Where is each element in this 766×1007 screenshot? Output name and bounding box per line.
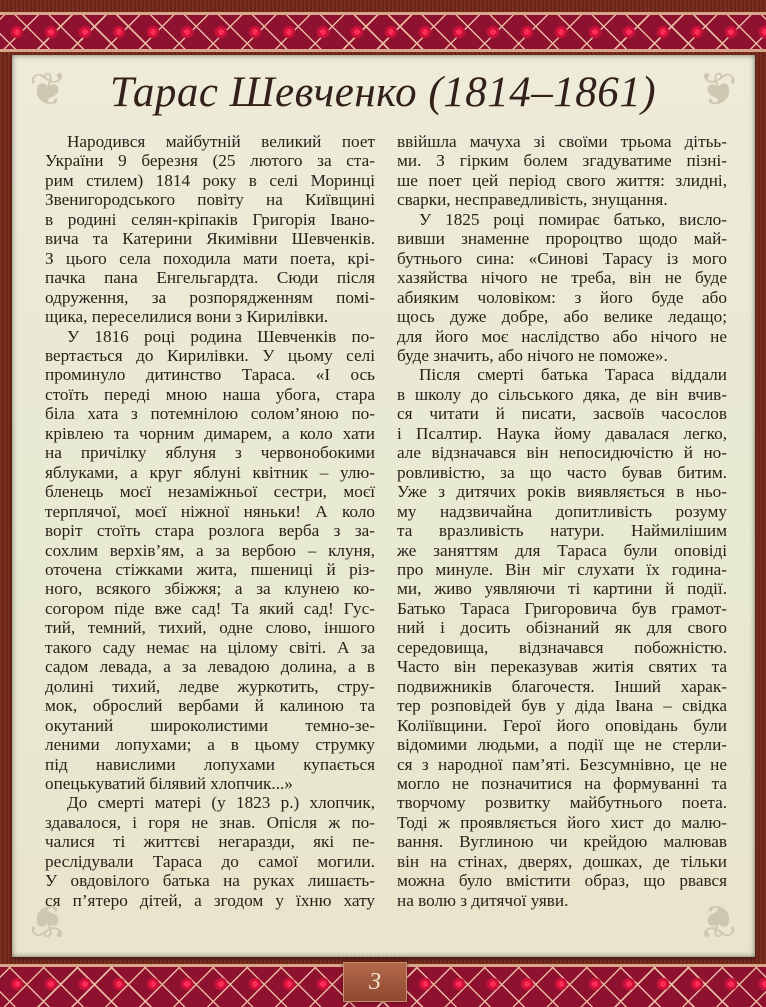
text-line: на причілку яблуня з червонобокими [45, 443, 375, 463]
text-line: в школу до сільського дяка, де він вчив- [397, 384, 727, 404]
text-line: ввійшла мачуха зі своїми трьома дітьь- [397, 132, 727, 151]
text-line: для його моє наслідство або нічого не [397, 326, 727, 346]
page-title: Тарас Шевченко (1814–1861) [109, 69, 657, 116]
text-line: У 1825 році помирає батько, висло- [419, 209, 727, 229]
text-line: садом левада, а за левадою долина, а в [45, 657, 375, 677]
text-line: оточена стіжками жита, пшениці й різ- [45, 559, 375, 579]
text-line: пачка пана Енгельгардта. Сюди після [45, 268, 375, 288]
text-line: під навислими лопухами купається [45, 754, 375, 774]
text-line: Звенигородського повіту на Київщині [45, 190, 375, 210]
text-line: здавалося, і горя не знав. Опісля ж по- [45, 812, 375, 832]
text-line: ного, всякого збіжжя; а за клунею ко- [45, 579, 375, 599]
text-line: але відзначався він непосидючістю й но- [397, 443, 727, 463]
text-line: ся читати й писати, засвоїв часослов [397, 404, 727, 424]
paragraph [397, 210, 727, 366]
text-line: буде значить, або нічого не поможе». [397, 345, 668, 365]
text-line: можна було вмістити образ, що рвався [397, 871, 727, 891]
text-line: сварки, несправедливість, знущання. [397, 190, 668, 210]
text-line: подвижників благочестя. Інший харак- [397, 676, 727, 696]
text-line: Після смерті батька Тараса віддали [419, 365, 727, 385]
text-line: він на стінах, дверях, дошках, де тільки [397, 851, 727, 871]
text-line: опецькуватий білявий хлопчик...» [45, 773, 293, 793]
text-line: Коліївщини. Герої його оповідань були [397, 715, 727, 735]
text-line: щика, переселилися вони з Кирилівки. [45, 307, 329, 327]
text-line: мок, оброслий вербами й калиною та [45, 696, 375, 716]
text-line: согором піде вже сад! Та який сад! Гус- [45, 598, 375, 618]
text-line: щось дуже добре, або велике ледащо; [397, 307, 727, 327]
text-line: бленець моєї незаміжньої сестри, моєї [45, 482, 375, 502]
text-line: У 1816 році родина Шевченків по- [67, 326, 375, 346]
floral-ornament-icon: ❦ [698, 64, 738, 115]
text-line: про минуле. Він міг слухати їх година- [397, 559, 727, 579]
text-line: чалися ті життєві негаразди, які пе- [45, 832, 375, 852]
text-line: середовища, відзначався побожністю. [397, 637, 727, 657]
text-line: вича та Катерини Якимівни Шевченків. [45, 229, 375, 249]
text-line: Народився майбутній великий поет [67, 132, 375, 151]
text-line: могло не позначитися на формуванні та [397, 773, 727, 793]
text-line: та вразливість натури. Наймилішим [397, 521, 727, 541]
text-line: ми. З гірким болем згадуватиме пізні- [397, 151, 727, 171]
text-line: окутаний широколистими темно-зе- [45, 715, 375, 735]
text-line: ровливістю, за що часто бував битим. [397, 462, 727, 482]
text-line: вертається до Кирилівки. У цьому селі [45, 345, 375, 365]
text-line: і Псалтир. Наука йому давалася легко, [397, 423, 727, 443]
text-line: такого саду немає на цілому світі. А за [45, 637, 375, 657]
text-line: Уже з дитячих років виявляється в ньо- [397, 482, 727, 502]
text-line: на волю з дитячої уяви. [397, 890, 569, 910]
text-line: У овдовілого батька на руках лишаєть- [45, 871, 375, 891]
page-number: 3 [343, 962, 407, 1002]
embroidery-border-top [0, 12, 766, 52]
text-line: яблуками, а круг яблуні квітник – улю- [45, 462, 375, 482]
text-line: леними лопухами; а в цьому струмку [45, 735, 375, 755]
text-line: же заняттям для Тараса були оповіді [397, 540, 727, 560]
floral-ornament-icon: ❦ [28, 64, 68, 115]
text-line: хазяйства нічого не треба, він не буде [397, 268, 727, 288]
text-line: в родині селян-кріпаків Григорія Івано- [45, 209, 375, 229]
text-line: тий, темний, тихий, одне слово, іншого [45, 618, 375, 638]
paragraph [45, 327, 375, 794]
text-line: З цього села походила мати поета, крі- [45, 248, 375, 268]
floral-ornament-icon: ❦ [28, 895, 68, 946]
text-line: ний і досить обізнаний як для свого [397, 618, 727, 638]
text-line: проминуло дитинство Тараса. «І ось [45, 365, 375, 385]
text-line: творчому розвитку майбутнього поета. [397, 793, 727, 813]
text-line: вання. Вуглиною чи крейдою малював [397, 832, 727, 852]
text-line: ми, живо уявляючи ті картини й події. [397, 579, 727, 599]
text-line: ше поет цей період свого життя: злидні, [397, 170, 727, 190]
text-line: одруження, за розпорядженням помі- [45, 287, 375, 307]
text-line: Батько Тараса Григоровича був грамот- [397, 598, 727, 618]
text-line: терплячої, моєї ніжної няньки! А коло [45, 501, 375, 521]
text-line: крівлею та чорним димарем, а коло хати [45, 423, 375, 443]
text-line: реслідували Тараса до самої могили. [45, 851, 375, 871]
text-line: вивши знаменне пророцтво щодо май- [397, 229, 727, 249]
paragraph [45, 132, 375, 327]
text-line: біла хата з потемнілою солом’яною по- [45, 404, 375, 424]
text-line: долині тихий, ледве журкотить, стру- [45, 676, 375, 696]
paragraph [397, 365, 727, 910]
text-line: воріт стоїть стара розлога верба з за- [45, 521, 375, 541]
text-column-right [397, 132, 727, 910]
text-line: абияким чоловіком: з його буде або [397, 287, 727, 307]
text-line: рим стилем) 1814 року в селі Моринці [45, 170, 375, 190]
text-line: Тоді ж проявляється його хист до малю- [397, 812, 727, 832]
text-line: Часто він переказував житія святих та [397, 657, 727, 677]
text-line: До смерті матері (у 1823 р.) хлопчик, [67, 793, 375, 813]
paragraph [397, 132, 727, 210]
text-line: му надзвичайна допитливість розуму [397, 501, 727, 521]
floral-ornament-icon: ❦ [698, 895, 738, 946]
text-line: бутнього сина: «Синові Тарасу із мого [397, 248, 727, 268]
text-line: стоїть переді мною наша убога, стара [45, 384, 375, 404]
text-column-left [45, 132, 375, 910]
paragraph [45, 793, 375, 910]
text-line: сохлим верхів’ям, а за вербою – клуня, [45, 540, 375, 560]
text-line: відомими людьми, а події ще не стерли- [397, 735, 727, 755]
text-line: ся п’ятеро дітей, а згодом у їхню хату [45, 890, 375, 910]
text-line: тер розповідей був у діда Івана – свідка [397, 696, 727, 716]
text-line: ся з народної пам’яті. Безсумнівно, це не [397, 754, 727, 774]
text-line: України 9 березня (25 лютого за ста- [45, 151, 375, 171]
